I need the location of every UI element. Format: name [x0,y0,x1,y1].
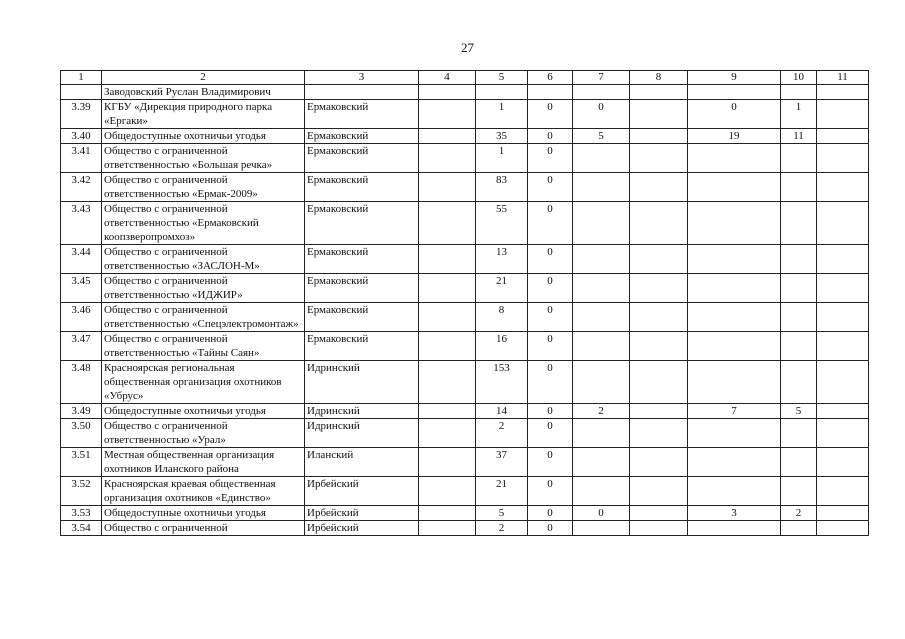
col-11 [817,404,869,419]
district: Ермаковский [305,100,419,129]
col-4 [419,274,476,303]
col-11 [817,274,869,303]
table-row [61,506,869,521]
col-4 [419,100,476,129]
row-number [61,85,102,100]
district: Ермаковский [305,144,419,173]
row-number: 3.53 [61,506,102,521]
organization-name: Местная общественная организация охотников Иланского района [102,448,305,477]
table-row [61,419,869,448]
col-9 [688,521,781,536]
col-6: 0 [528,274,573,303]
col-5: 13 [476,245,528,274]
district: Идринский [305,419,419,448]
col-8 [630,506,688,521]
col-11 [817,245,869,274]
col-9: 7 [688,404,781,419]
col-8 [630,361,688,404]
col-10 [781,85,817,100]
col-9: 0 [688,100,781,129]
col-4 [419,129,476,144]
col-10 [781,361,817,404]
col-9 [688,303,781,332]
organization-name: КГБУ «Дирекция природного парка «Ергаки» [102,100,305,129]
district: Ермаковский [305,129,419,144]
col-5: 55 [476,202,528,245]
col-4 [419,85,476,100]
row-number: 3.54 [61,521,102,536]
organization-name: Красноярская региональная общественная организация охотников «Убрус» [102,361,305,404]
column-header-7: 7 [573,71,630,85]
col-8 [630,274,688,303]
column-header-4: 4 [419,71,476,85]
col-8 [630,448,688,477]
col-10 [781,419,817,448]
col-11 [817,419,869,448]
table-row [61,303,869,332]
organization-name: Общедоступные охотничьи угодья [102,129,305,144]
col-7 [573,85,630,100]
col-5: 2 [476,521,528,536]
column-header-1: 1 [61,71,102,85]
col-6: 0 [528,100,573,129]
col-6: 0 [528,448,573,477]
column-header-9: 9 [688,71,781,85]
col-6: 0 [528,419,573,448]
col-9: 19 [688,129,781,144]
col-10 [781,245,817,274]
col-4 [419,506,476,521]
col-10: 11 [781,129,817,144]
district: Ермаковский [305,173,419,202]
row-number: 3.45 [61,274,102,303]
district: Иланский [305,448,419,477]
col-8 [630,100,688,129]
col-4 [419,245,476,274]
table-row [61,274,869,303]
organization-name: Общество с ограниченной ответственностью «Урал» [102,419,305,448]
col-7 [573,274,630,303]
col-5: 16 [476,332,528,361]
col-10: 1 [781,100,817,129]
row-number: 3.39 [61,100,102,129]
col-6: 0 [528,477,573,506]
district: Ермаковский [305,245,419,274]
col-8 [630,521,688,536]
row-number: 3.43 [61,202,102,245]
col-5: 1 [476,144,528,173]
col-8 [630,303,688,332]
col-5: 37 [476,448,528,477]
col-4 [419,173,476,202]
table-row [61,85,869,100]
col-11 [817,477,869,506]
district: Ермаковский [305,274,419,303]
district: Ирбейский [305,477,419,506]
col-7: 0 [573,100,630,129]
col-6 [528,85,573,100]
row-number: 3.50 [61,419,102,448]
district: Ермаковский [305,332,419,361]
col-10 [781,274,817,303]
col-9 [688,144,781,173]
row-number: 3.51 [61,448,102,477]
column-header-11: 11 [817,71,869,85]
organization-name: Общество с ограниченной ответственностью «Ермак-2009» [102,173,305,202]
col-11 [817,521,869,536]
col-10 [781,477,817,506]
col-4 [419,202,476,245]
col-10 [781,448,817,477]
page-number: 27 [461,40,474,55]
organization-name: Общество с ограниченной [102,521,305,536]
column-header-5: 5 [476,71,528,85]
organization-name: Общество с ограниченной ответственностью «Тайны Саян» [102,332,305,361]
col-11 [817,129,869,144]
col-10: 5 [781,404,817,419]
col-7 [573,173,630,202]
col-8 [630,477,688,506]
district: Ермаковский [305,303,419,332]
col-4 [419,477,476,506]
col-11 [817,173,869,202]
col-6: 0 [528,245,573,274]
table-row [61,477,869,506]
col-4 [419,361,476,404]
col-6: 0 [528,303,573,332]
col-8 [630,332,688,361]
col-6: 0 [528,173,573,202]
table-row [61,448,869,477]
col-8 [630,245,688,274]
col-11 [817,100,869,129]
table-row [61,521,869,536]
col-4 [419,448,476,477]
col-9 [688,419,781,448]
organization-name: Общество с ограниченной ответственностью «Спецэлектромонтаж» [102,303,305,332]
col-5: 14 [476,404,528,419]
col-4 [419,419,476,448]
organization-name: Общество с ограниченной ответственностью «Большая речка» [102,144,305,173]
table-row [61,129,869,144]
organization-name: Общество с ограниченной ответственностью «Ермаковский коопзверопромхоз» [102,202,305,245]
row-number: 3.52 [61,477,102,506]
column-header-6: 6 [528,71,573,85]
col-5: 8 [476,303,528,332]
organization-name: Общедоступные охотничьи угодья [102,506,305,521]
col-6: 0 [528,202,573,245]
col-4 [419,332,476,361]
col-10 [781,144,817,173]
col-9 [688,202,781,245]
col-11 [817,332,869,361]
district: Идринский [305,404,419,419]
col-6: 0 [528,144,573,173]
column-header-10: 10 [781,71,817,85]
hunting-grounds-table [60,70,869,536]
organization-name: Заводовский Руслан Владимирович [102,85,305,100]
table-row [61,173,869,202]
column-header-2: 2 [102,71,305,85]
col-8 [630,404,688,419]
table-row [61,245,869,274]
col-5: 5 [476,506,528,521]
district: Идринский [305,361,419,404]
row-number: 3.41 [61,144,102,173]
col-7 [573,144,630,173]
row-number: 3.42 [61,173,102,202]
table-row [61,202,869,245]
row-number: 3.44 [61,245,102,274]
col-7 [573,202,630,245]
organization-name: Общество с ограниченной ответственностью «ЗАСЛОН-М» [102,245,305,274]
col-11 [817,202,869,245]
column-header-3: 3 [305,71,419,85]
col-11 [817,144,869,173]
table-header-row [61,71,869,85]
table-row [61,404,869,419]
col-4 [419,521,476,536]
col-9 [688,448,781,477]
col-9 [688,245,781,274]
col-11 [817,448,869,477]
col-8 [630,144,688,173]
col-10 [781,521,817,536]
col-6: 0 [528,129,573,144]
col-9 [688,274,781,303]
row-number: 3.46 [61,303,102,332]
col-5: 83 [476,173,528,202]
col-10: 2 [781,506,817,521]
table-row [61,144,869,173]
col-5: 1 [476,100,528,129]
col-7 [573,245,630,274]
col-7: 0 [573,506,630,521]
col-6: 0 [528,506,573,521]
organization-name: Общедоступные охотничьи угодья [102,404,305,419]
col-11 [817,303,869,332]
col-8 [630,173,688,202]
col-11 [817,506,869,521]
col-9 [688,477,781,506]
col-6: 0 [528,332,573,361]
col-7 [573,448,630,477]
district: Ермаковский [305,202,419,245]
col-4 [419,303,476,332]
row-number: 3.47 [61,332,102,361]
district [305,85,419,100]
col-9: 3 [688,506,781,521]
organization-name: Общество с ограниченной ответственностью «ИДЖИР» [102,274,305,303]
col-5: 21 [476,274,528,303]
col-10 [781,202,817,245]
col-7 [573,332,630,361]
row-number: 3.49 [61,404,102,419]
col-5: 153 [476,361,528,404]
col-11 [817,361,869,404]
col-7 [573,521,630,536]
col-8 [630,85,688,100]
col-5: 2 [476,419,528,448]
col-4 [419,144,476,173]
col-7: 2 [573,404,630,419]
district: Ирбейский [305,521,419,536]
table-row [61,100,869,129]
table-row [61,361,869,404]
col-7 [573,361,630,404]
row-number: 3.40 [61,129,102,144]
col-8 [630,129,688,144]
col-8 [630,202,688,245]
organization-name: Красноярская краевая общественная организация охотников «Единство» [102,477,305,506]
col-9 [688,332,781,361]
col-10 [781,173,817,202]
col-9 [688,85,781,100]
col-9 [688,173,781,202]
col-5 [476,85,528,100]
col-7 [573,303,630,332]
col-7 [573,419,630,448]
col-6: 0 [528,521,573,536]
col-5: 21 [476,477,528,506]
col-6: 0 [528,361,573,404]
col-9 [688,361,781,404]
col-8 [630,419,688,448]
table-row [61,332,869,361]
col-7: 5 [573,129,630,144]
col-10 [781,332,817,361]
col-4 [419,404,476,419]
col-6: 0 [528,404,573,419]
col-5: 35 [476,129,528,144]
col-7 [573,477,630,506]
col-11 [817,85,869,100]
col-10 [781,303,817,332]
row-number: 3.48 [61,361,102,404]
column-header-8: 8 [630,71,688,85]
district: Ирбейский [305,506,419,521]
